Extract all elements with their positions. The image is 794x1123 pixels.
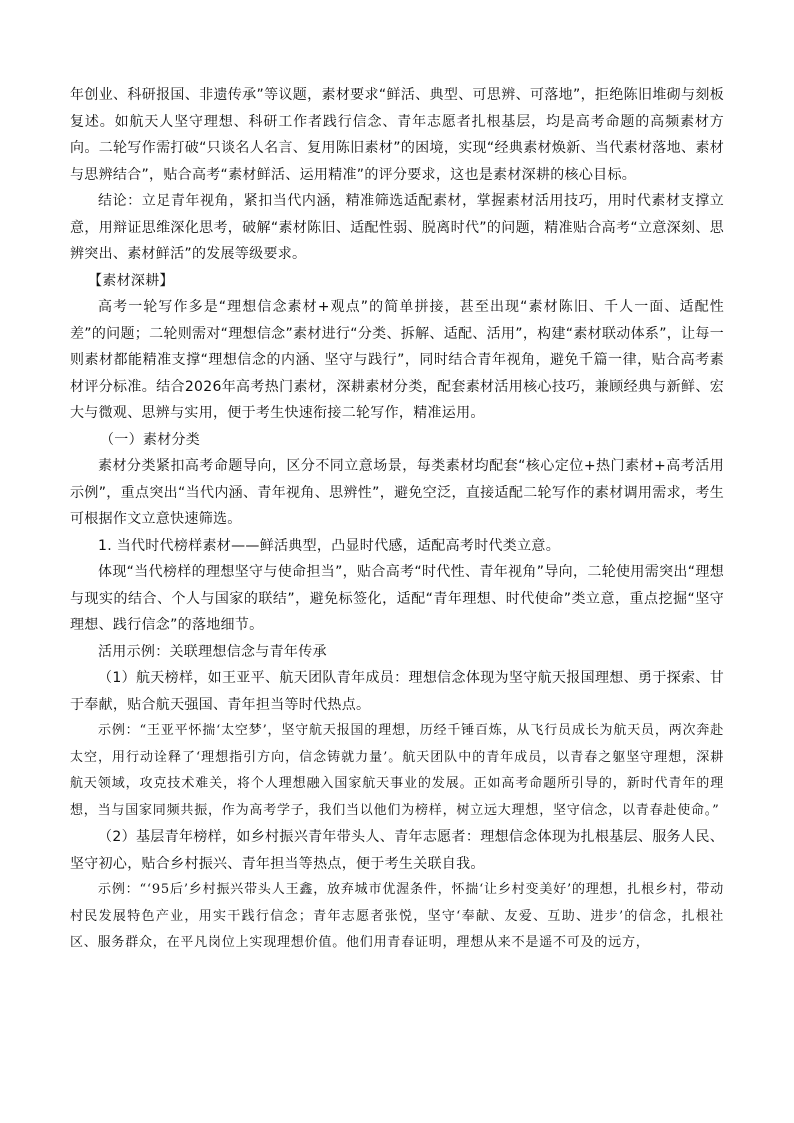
subsection-heading-classification: （一）素材分类 bbox=[100, 431, 201, 448]
paragraph-role-models: 体现“当代榜样的理想坚守与使命担当”，贴合高考“时代性、青年视角”导向，二轮使用需突出“理想与现实的结合、个人与国家的联结”，避免标签化，适配“青年理想、时代使命”类立意，重点挖掘“坚守理想、践行信念”的落地细节。 bbox=[70, 564, 724, 633]
paragraph-classification: 素材分类紧扣高考命题导向，区分不同立意场景，每类素材均配套“核心定位+热门素材+高考活用示例”，重点突出“当代内涵、青年视角、思辨性”，避免空泛，直接适配二轮写作的素材调用需求，考生可根据作文立意快速筛选。 bbox=[70, 458, 724, 527]
paragraph-conclusion: 结论：立足青年视角，紧扣当代内涵，精准筛选适配素材，掌握素材活用技巧，用时代素材支撑立意，用辩证思维深化思考，破解“素材陈旧、适配性弱、脱离时代”的问题，精准贴合高考“立意深刻、思辨突出、素材鲜活”的发展等级要求。 bbox=[70, 193, 724, 262]
paragraph-continuation: 年创业、科研报国、非遗传承”等议题，素材要求“鲜活、典型、可思辨、可落地”，拒绝陈旧堆砌与刻板复述。如航天人坚守理想、科研工作者践行信念、青年志愿者扎根基层，均是高考命题的高频素材方向。二轮写作需打破“只谈名人名言、复用陈旧素材”的困境，实现“经典素材焕新、当代素材落地、素材与思辨结合”，贴合高考“素材鲜活、运用精准”的评分要求，这也是素材深耕的核心目标。 bbox=[70, 87, 724, 183]
example-text-2: 示例：“‘95后’乡村振兴带头人王鑫，放弃城市优渥条件，怀揣‘让乡村变美好’的理想，扎根乡村，带动村民发展特色产业，用实干践行信念；青年志愿者张悦，坚守‘奉献、友爱、互助、进步’的信念，扎根社区、服务群众，在平凡岗位上实现理想价值。他们用青春证明，理想从来不是遥不可及的远方， bbox=[70, 882, 724, 950]
section-heading-material: 【素材深耕】 bbox=[88, 272, 174, 289]
example-item-2: （2）基层青年榜样，如乡村振兴青年带头人、青年志愿者：理想信念体现为扎根基层、服务人民、坚守初心，贴合乡村振兴、青年担当等热点，便于考生关联自我。 bbox=[70, 829, 724, 872]
example-item-1: （1）航天榜样，如王亚平、航天团队青年成员：理想信念体现为坚守航天报国理想、勇于探索、甘于奉献，贴合航天强国、青年担当等时代热点。 bbox=[70, 670, 724, 713]
application-example-label: 活用示例：关联理想信念与青年传承 bbox=[98, 643, 327, 660]
paragraph-material-intro: 高考一轮写作多是“理想信念素材+观点”的简单拼接，甚至出现“素材陈旧、千人一面、适配性差”的问题；二轮则需对“理想信念”素材进行“分类、拆解、适配、活用”，构建“素材联动体系”，让每一则素材都能精准支撑“理想信念的内涵、坚守与践行”，同时结合青年视角，避免千篇一律，贴合高考素材评分标准。结合2026年高考热门素材，深耕素材分类，配套素材活用核心技巧，兼顾经典与新鲜、宏大与微观、思辨与实用，便于考生快速衔接二轮写作，精准运用。 bbox=[70, 299, 724, 421]
example-text-1: 示例：“王亚平怀揣‘太空梦’，坚守航天报国的理想，历经千锤百炼，从飞行员成长为航天员，两次奔赴太空，用行动诠释了‘理想指引方向，信念铸就力量’。航天团队中的青年成员，以青春之躯坚守理想，深耕航天领域，攻克技术难关，将个人理想融入国家航天事业的发展。正如高考命题所引导的，新时代青年的理想，当与国家同频共振，作为高考学子，我们当以他们为榜样，树立远大理想，坚守信念，以青春赴使命。” bbox=[70, 723, 724, 818]
list-item-1-heading: 1. 当代时代榜样素材——鲜活典型，凸显时代感，适配高考时代类立意。 bbox=[98, 537, 561, 554]
